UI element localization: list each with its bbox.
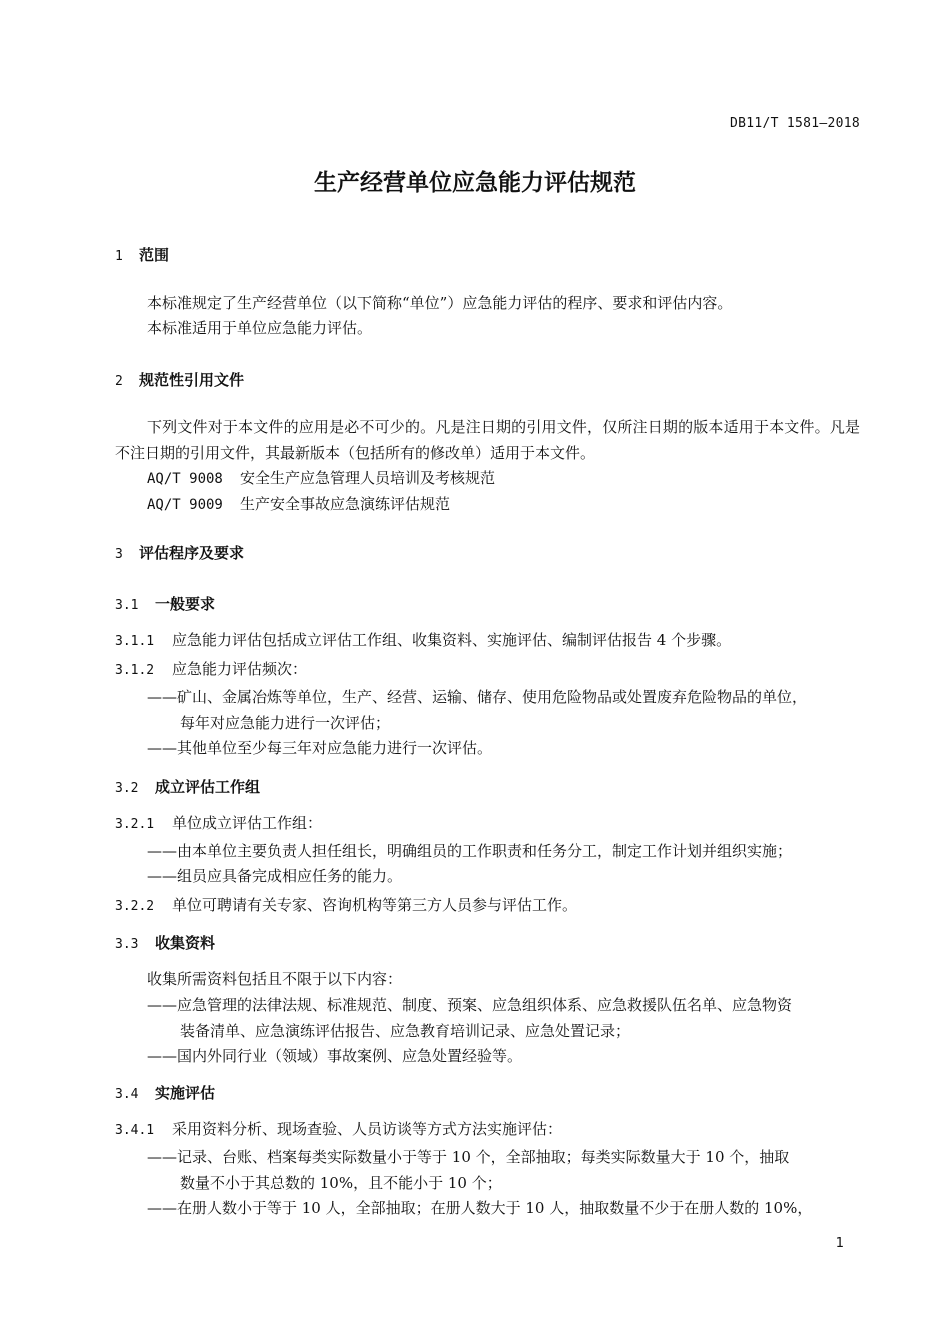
dash-item: ——应急管理的法律法规、标准规范、制度、预案、应急组织体系、应急救援队伍名单、应急物资 (147, 996, 793, 1014)
section-number: 3.4 (115, 1087, 139, 1102)
section-label: 评估程序及要求 (139, 544, 245, 562)
dash-item: ——在册人数小于等于 10 人，全部抽取；在册人数大于 10 人，抽取数量不少于在册人数的 10%， (147, 1199, 813, 1217)
section-2-heading (115, 369, 244, 390)
clause-text: 应急能力评估频次： (172, 660, 308, 678)
paragraph: 本标准规定了生产经营单位（以下简称“单位”）应急能力评估的程序、要求和评估内容。 (147, 294, 733, 312)
clause-3-1-1 (115, 627, 731, 655)
dash-item: ——其他单位至少每三年对应急能力进行一次评估。 (147, 739, 493, 757)
dash-item-continuation: 数量不小于其总数的 10%，且不能小于 10 个； (180, 1174, 502, 1192)
paragraph: 下列文件对于本文件的应用是必不可少的。凡是注日期的引用文件，仅所注日期的版本适用于本文件。凡是不注日期的引用文件，其最新版本（包括所有的修改单）适用于本文件。 (115, 418, 860, 462)
clause-text: 采用资料分析、现场查验、人员访谈等方式方法实施评估： (172, 1120, 563, 1138)
reference-item (147, 465, 495, 492)
section-label: 成立评估工作组 (155, 778, 261, 796)
section-number: 3.2 (115, 781, 139, 796)
paragraph: 收集所需资料包括且不限于以下内容： (147, 970, 403, 988)
clause-3-2-1 (115, 810, 322, 838)
dash-item: ——记录、台账、档案每类实际数量小于等于 10 个，全部抽取；每类实际数量大于 10 个，抽取 (147, 1148, 790, 1166)
section-number: 3.3 (115, 937, 139, 952)
reference-name: 生产安全事故应急演练评估规范 (240, 495, 451, 513)
clause-3-1-2 (115, 656, 307, 684)
standard-code: DB11/T 1581—2018 (729, 116, 860, 131)
page-title: 生产经营单位应急能力评估规范 (314, 170, 636, 196)
section-1-heading (115, 244, 169, 265)
page-number: 1 (835, 1236, 844, 1251)
section-label: 一般要求 (155, 595, 216, 613)
clause-3-2-2 (115, 892, 577, 920)
clause-number: 3.1.1 (115, 634, 155, 649)
section-label: 规范性引用文件 (139, 371, 245, 389)
section-number: 3 (115, 547, 123, 562)
dash-item: ——矿山、金属冶炼等单位，生产、经营、运输、储存、使用危险物品或处置废弃危险物品的单位， (147, 688, 808, 706)
dash-item: ——由本单位主要负责人担任组长，明确组员的工作职责和任务分工，制定工作计划并组织实施； (147, 842, 793, 860)
section-number: 1 (115, 249, 123, 264)
subsection-3-3-heading (115, 932, 215, 953)
clause-number: 3.4.1 (115, 1123, 155, 1138)
clause-text: 应急能力评估包括成立评估工作组、收集资料、实施评估、编制评估报告 4 个步骤。 (172, 631, 732, 649)
clause-3-4-1 (115, 1116, 562, 1144)
reference-item (147, 491, 450, 518)
dash-item: ——国内外同行业（领域）事故案例、应急处置经验等。 (147, 1047, 523, 1065)
clause-number: 3.2.2 (115, 899, 155, 914)
dash-item-continuation: 装备清单、应急演练评估报告、应急教育培训记录、应急处置记录； (180, 1022, 631, 1040)
section-label: 收集资料 (155, 934, 216, 952)
clause-text: 单位可聘请有关专家、咨询机构等第三方人员参与评估工作。 (172, 896, 578, 914)
reference-code: AQ/T 9008 (147, 471, 223, 487)
reference-code: AQ/T 9009 (147, 497, 223, 513)
dash-item-continuation: 每年对应急能力进行一次评估； (180, 714, 391, 732)
subsection-3-4-heading (115, 1082, 215, 1103)
dash-item: ——组员应具备完成相应任务的能力。 (147, 867, 403, 885)
paragraph: 本标准适用于单位应急能力评估。 (147, 319, 373, 337)
section-3-heading (115, 542, 244, 563)
section-number: 2 (115, 374, 123, 389)
clause-text: 单位成立评估工作组： (172, 814, 323, 832)
section-number: 3.1 (115, 598, 139, 613)
clause-number: 3.2.1 (115, 817, 155, 832)
clause-number: 3.1.2 (115, 663, 155, 678)
subsection-3-1-heading (115, 593, 215, 614)
section-label: 实施评估 (155, 1084, 216, 1102)
subsection-3-2-heading (115, 776, 260, 797)
section-label: 范围 (139, 246, 170, 264)
reference-name: 安全生产应急管理人员培训及考核规范 (240, 469, 496, 487)
